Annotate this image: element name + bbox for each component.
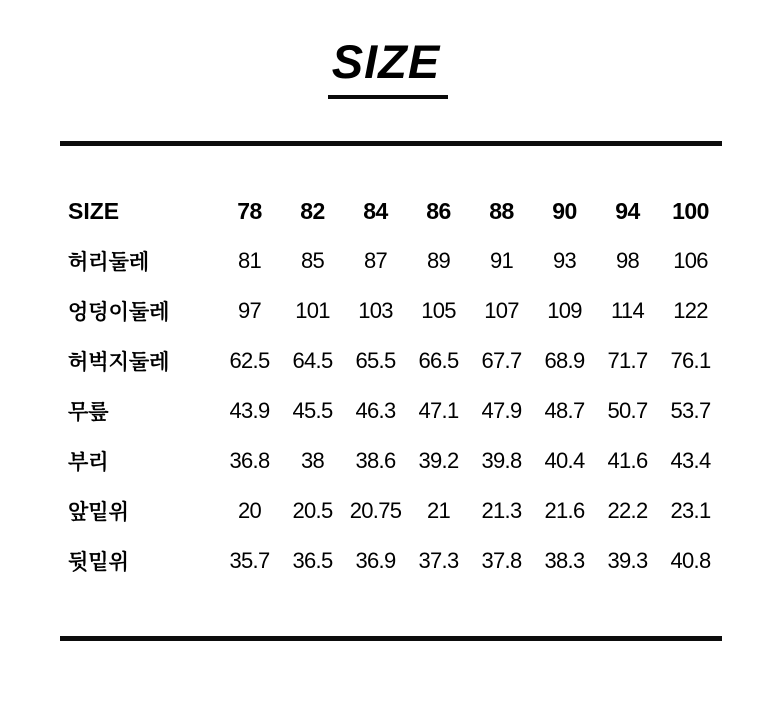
table-row: [60, 236, 722, 286]
table-row: [60, 286, 722, 336]
value-cell: 21.3: [481, 498, 522, 523]
value-cell: 68.9: [544, 348, 585, 373]
value-cell: 65.5: [355, 348, 396, 373]
value-cell: 64.5: [292, 348, 333, 373]
row-label: 무릎: [68, 401, 109, 424]
value-cell: 46.3: [355, 398, 396, 423]
value-cell: 40.8: [670, 548, 711, 573]
value-cell: 36.9: [355, 548, 396, 573]
value-cell: 40.4: [544, 448, 585, 473]
value-cell: 62.5: [229, 348, 270, 373]
value-cell: 107: [484, 298, 519, 323]
row-label: 허리둘레: [68, 251, 150, 274]
value-cell: 48.7: [544, 398, 585, 423]
value-cell: 97: [237, 298, 262, 323]
value-cell: 66.5: [418, 348, 459, 373]
column-header: 90: [552, 197, 577, 224]
column-header: 88: [489, 197, 514, 224]
value-cell: 39.3: [607, 548, 648, 573]
value-cell: 23.1: [670, 498, 711, 523]
table-row: [60, 536, 722, 586]
value-cell: 47.9: [481, 398, 522, 423]
column-header: 78: [237, 197, 262, 224]
value-cell: 39.2: [418, 448, 459, 473]
value-cell: 106: [673, 248, 708, 273]
value-cell: 122: [673, 298, 708, 323]
table-row: [60, 336, 722, 386]
column-header: 94: [615, 197, 640, 224]
value-cell: 103: [358, 298, 393, 323]
row-label: 부리: [68, 451, 109, 474]
value-cell: 105: [421, 298, 456, 323]
value-cell: 36.5: [292, 548, 333, 573]
value-cell: 114: [611, 298, 644, 323]
value-cell: 85: [300, 248, 325, 273]
top-divider: [60, 141, 722, 146]
table-row: [60, 436, 722, 486]
value-cell: 38.6: [355, 448, 396, 473]
column-header: 84: [363, 197, 388, 224]
value-cell: 87: [363, 248, 388, 273]
value-cell: 67.7: [481, 348, 522, 373]
value-cell: 38: [300, 448, 325, 473]
value-cell: 109: [547, 298, 582, 323]
value-cell: 41.6: [607, 448, 648, 473]
row-label: 엉덩이둘레: [68, 301, 170, 324]
page-title-wrap: [0, 36, 776, 99]
row-label: 앞밑위: [68, 501, 129, 524]
column-header: 86: [426, 197, 451, 224]
bottom-divider: [60, 636, 722, 641]
value-cell: 45.5: [292, 398, 333, 423]
value-cell: 81: [237, 248, 262, 273]
value-cell: 71.7: [607, 348, 648, 373]
table-header-row: [60, 186, 722, 236]
table-header-label: SIZE: [68, 197, 120, 224]
value-cell: 39.8: [481, 448, 522, 473]
value-cell: 98: [615, 248, 640, 273]
value-cell: 21.6: [544, 498, 585, 523]
row-label: 허벅지둘레: [68, 351, 170, 374]
value-cell: 37.3: [418, 548, 459, 573]
value-cell: 91: [489, 248, 514, 273]
value-cell: 20: [237, 498, 262, 523]
value-cell: 93: [552, 248, 577, 273]
value-cell: 37.8: [481, 548, 522, 573]
value-cell: 43.4: [670, 448, 711, 473]
value-cell: 47.1: [418, 398, 459, 423]
value-cell: 21: [426, 498, 451, 523]
value-cell: 35.7: [229, 548, 270, 573]
column-header: 100: [672, 197, 709, 224]
value-cell: 50.7: [607, 398, 648, 423]
column-header: 82: [300, 197, 325, 224]
value-cell: 22.2: [607, 498, 648, 523]
value-cell: 38.3: [544, 548, 585, 573]
size-table: [60, 186, 722, 586]
page-title: SIZE: [328, 36, 448, 99]
table-row: [60, 486, 722, 536]
value-cell: 53.7: [670, 398, 711, 423]
value-cell: 20.75: [349, 498, 402, 523]
value-cell: 101: [295, 298, 330, 323]
value-cell: 76.1: [670, 348, 711, 373]
value-cell: 43.9: [229, 398, 270, 423]
row-label: 뒷밑위: [68, 551, 129, 574]
value-cell: 36.8: [229, 448, 270, 473]
table-row: [60, 386, 722, 436]
value-cell: 20.5: [292, 498, 333, 523]
value-cell: 89: [426, 248, 451, 273]
